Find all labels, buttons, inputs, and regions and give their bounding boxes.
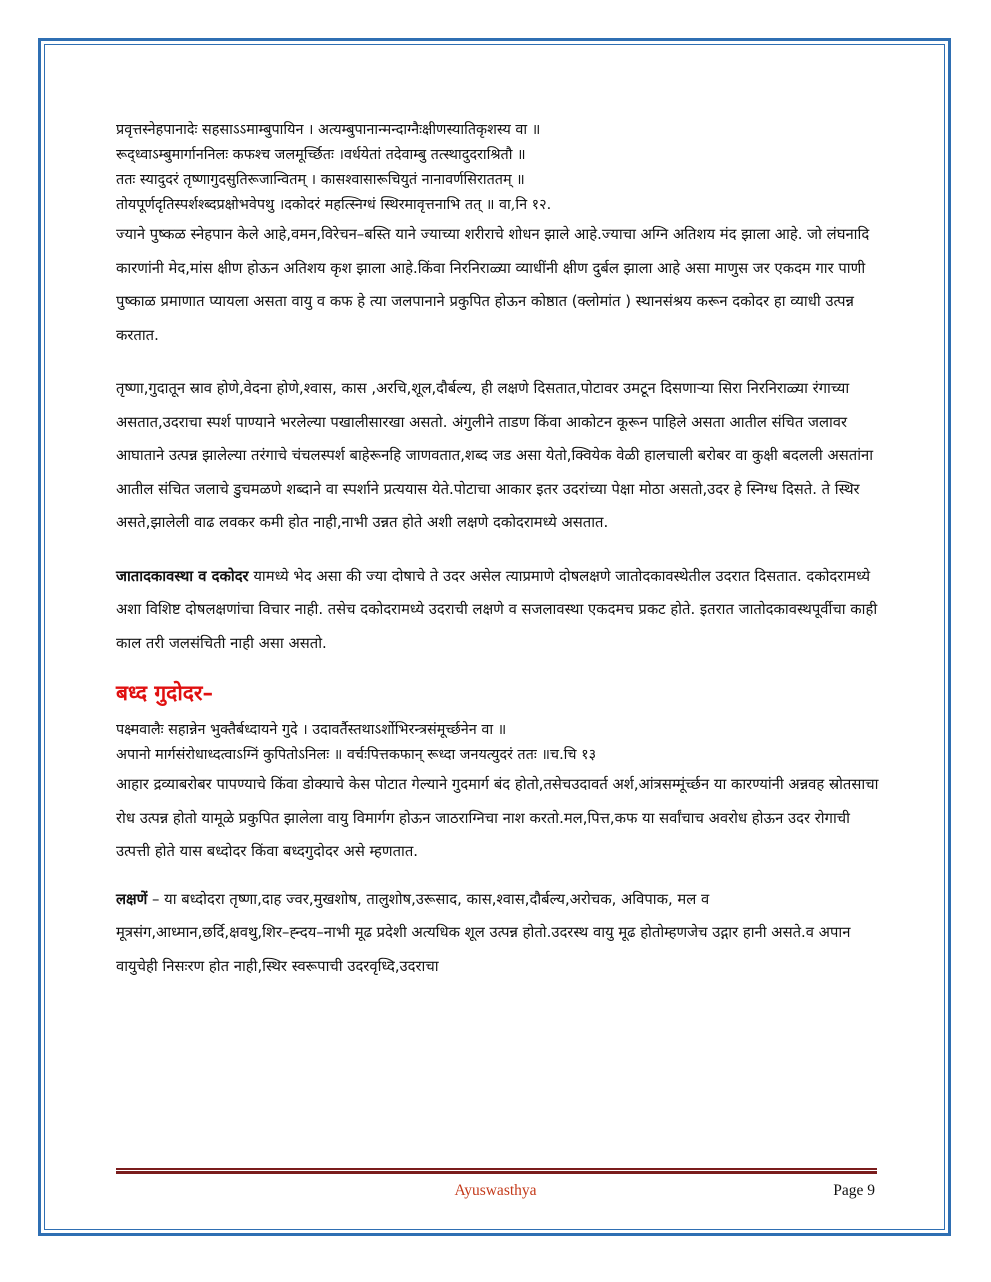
verse-line: प्रवृत्तस्नेहपानादेः सहसाऽऽमाम्बुपायिन । अत्यम्बुपानान्मन्दाग्नैःक्षीणस्यातिकृशस्य वा ॥ bbox=[116, 122, 541, 138]
bold-term: जातादकावस्था व दकोदर bbox=[116, 567, 249, 585]
paragraph-baddhodar-cause: आहार द्रव्याबरोबर पापण्याचे किंवा डोक्याचे केस पोटात गेल्याने गुदमार्ग बंद होतो,तसेचउदावर्त अर्श,आंत्रसम्मूंर्च्छन या कारण्यांनी अन्नवह स्रोतसाचा रोध उत्पन्न होतो यामूळे प्रकुपित झालेला वायु विमार्गग होऊन जाठराग्निचा नाश करतो.मल,पित्त,कफ या सर्वांचाच अवरोध होऊन उदर रोगाची उत्पत्ती होते यास बध्दोदर किंवा बध्दगुदोदर असे म्हणतात. bbox=[116, 776, 879, 860]
verse-line: अपानो मार्गसंरोधाध्दत्वाऽग्निं कुपितोऽनिलः ॥ वर्चःपित्तकफान् रूध्दा जनयत्युदरं ततः ॥च.चि १३ bbox=[116, 747, 597, 763]
verse-line: रूद्ध्वाऽम्बुमार्गाननिलः कफश्च जलमूर्च्छितः ।वर्धयेतां तदेवाम्बु तत्स्थादुदराश्रितौ ॥ bbox=[116, 147, 526, 163]
footer-divider bbox=[116, 1168, 877, 1174]
verse-line: ततः स्यादुदरं तृष्णागुदसुतिरूजान्वितम् । कासश्वासारूचियुतं नानावर्णसिराततम् ॥ bbox=[116, 172, 525, 188]
footer-title: Ayuswasthya bbox=[454, 1182, 537, 1199]
paragraph-text: यामध्ये भेद असा की ज्या दोषाचे ते उदर असेल त्याप्रमाणे दोषलक्षणे जातोदकावस्थेतील उदरात दिसतात. दकोदरामध्ये अशा विशिष्ट दोषलक्षणांचा विचार नाही. तसेच दकोदरामध्ये उदराची लक्षणे व सजलावस्था एकदमच प्रकट होते. इतरात जातोदकावस्थपूर्वीचा काही काल तरी जलसंचिती नाही असा असतो. bbox=[116, 567, 878, 652]
bold-term: लक्षणें bbox=[116, 890, 148, 908]
section-heading: बध्द गुदोदर– bbox=[116, 681, 214, 705]
verse-line: पक्ष्मवालैः सहान्नेन भुक्तैर्बध्दायने गुदे । उदावर्तैस्तथाऽर्शोभिरन्त्रसंमूर्च्छनेन वा ॥ bbox=[116, 722, 507, 738]
verse-line: तोयपूर्णदृतिस्पर्शश्ब्दप्रक्षोभवेपथु ।दकोदरं महत्स्निग्धं स्थिरमावृत्तनाभि तत् ॥ वा,नि १२. bbox=[116, 197, 552, 213]
paragraph-dakodar-cause: ज्याने पुष्कळ स्नेहपान केले आहे,वमन,विरेचन–बस्ति याने ज्याच्या शरीराचे शोधन झाले आहे.ज्याचा अग्नि अतिशय मंद झाला आहे. जो लंघनादि कारणांनी मेद,मांस क्षीण होऊन अतिशय कृश झाला आहे.किंवा निरनिराळ्या व्याधींनी क्षीण दुर्बल झाला आहे असा माणुस जर एकदम गार पाणी पुष्काळ प्रमाणात प्यायला असता वायु व कफ हे त्या जलपानाने प्रकुपित होऊन कोष्ठात (क्लोमांत ) स्थानसंश्रय करून दकोदर हा व्याधी उत्पन्न करतात. bbox=[116, 226, 870, 344]
paragraph-dakodar-symptoms: तृष्णा,गुदातून स्राव होणे,वेदना होणे,श्वास, कास ,अरचि,शूल,दौर्बल्य, ही लक्षणे दिसतात,पोटावर उमटून दिसणाऱ्या सिरा निरनिराळ्या रंगाच्या असतात,उदराचा स्पर्श पाण्याने भरलेल्या पखालीसारखा असतो. अंगुलीने ताडण किंवा आकोटन कूरून पाहिले असता आतील संचित जलावर आघाताने उत्पन्न झालेल्या तरंगाचे चंचलस्पर्श बाहेरूनहि जाणवतात,शब्द जड असा येतो,क्वियेक वेळी हालचाली बरोबर वा कुक्षी बदलली असतांना आतील संचित जलाचे डुचमळणे शब्दाने वा स्पर्शाने प्रत्ययास येते.पोटाचा आकार इतर उदरांच्या पेक्षा मोठा असतो,उदर हे स्निग्ध दिसते. ते स्थिर असते,झालेली वाढ लवकर कमी होत नाही,नाभी उन्नत होते अशी लक्षणे दकोदरामध्ये असतात. bbox=[116, 380, 874, 531]
page-content bbox=[116, 118, 882, 983]
paragraph-baddhodar-symptoms bbox=[116, 883, 882, 984]
paragraph-difference bbox=[116, 560, 882, 661]
page-number: Page 9 bbox=[833, 1182, 875, 1199]
paragraph-text: – या बध्दोदरा तृष्णा,दाह ज्वर,मुखशोष, तालुशोष,उरूसाद, कास,श्वास,दौर्बल्य,अरोचक, अविपाक, मल व मूत्रसंग,आध्मान,छर्दि,क्षवथु,शिर–ह्न्दय–नाभी मूढ प्रदेशी अत्यधिक शूल उत्पन्न होतो.उदरस्थ वायु मूढ होतोम्हणजेच उद्गार हानी असते.व अपान वायुचेही निसःरण होत नाही,स्थिर स्वरूपाची उदरवृध्दि,उदराचा bbox=[116, 890, 851, 975]
